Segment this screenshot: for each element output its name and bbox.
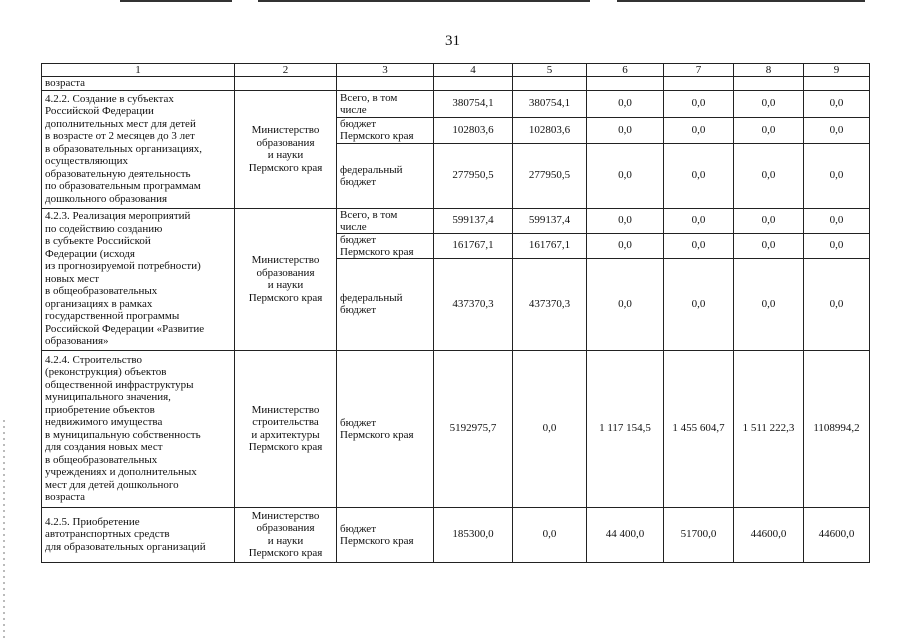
- cell-value: 0,0: [734, 90, 804, 117]
- cell-value: 437370,3: [434, 258, 513, 350]
- table-row: [42, 208, 870, 233]
- funding-source: Всего, в том числе: [337, 90, 434, 117]
- cell-value: 44600,0: [734, 507, 804, 562]
- col-header-5: 5: [513, 64, 587, 77]
- executor-4-2-5: Министерство образования и науки Пермского края: [235, 507, 337, 562]
- cell-value: 0,0: [804, 258, 870, 350]
- activity-name-4-2-4: 4.2.4. Строительство (реконструкция) объектов общественной инфраструктуры муниципального значения, приобретение объектов недвижимого имущества в муниципальную собственность для создания новых мест в общеобразовательных учреждениях и дополнительных мест для детей дошкольного возраста: [42, 350, 235, 507]
- cell-value: 0,0: [804, 233, 870, 258]
- funding-source: бюджет Пермского края: [337, 350, 434, 507]
- cell-value: 0,0: [664, 90, 734, 117]
- activity-name-4-2-3: 4.2.3. Реализация мероприятий по содействию созданию в субъекте Российской Федерации (исходя из прогнозируемой потребности) новых мест в общеобразовательных организациях в рамках государственной программы Российской Федерации «Развитие образования»: [42, 208, 235, 350]
- cell-value: 0,0: [587, 117, 664, 143]
- cell-value: 0,0: [587, 208, 664, 233]
- cell-value: 0,0: [804, 143, 870, 208]
- col-header-8: 8: [734, 64, 804, 77]
- table-row: [42, 350, 870, 507]
- program-table: [41, 63, 870, 563]
- col-header-6: 6: [587, 64, 664, 77]
- cell-value: 0,0: [734, 117, 804, 143]
- cell-value: 0,0: [664, 143, 734, 208]
- continuation-row: [42, 77, 870, 91]
- cell-value: 0,0: [664, 117, 734, 143]
- scan-margin-marks: [3, 420, 5, 640]
- header-row: [42, 64, 870, 77]
- executor-4-2-4: Министерство строительства и архитектуры Пермского края: [235, 350, 337, 507]
- cell-value: 102803,6: [513, 117, 587, 143]
- cell-value: 277950,5: [434, 143, 513, 208]
- cell-value: 0,0: [587, 233, 664, 258]
- cell-value: 0,0: [804, 208, 870, 233]
- cell-value: 0,0: [734, 143, 804, 208]
- cell-value: 0,0: [664, 233, 734, 258]
- cell-value: 0,0: [664, 208, 734, 233]
- cell-value: 0,0: [804, 90, 870, 117]
- activity-name-4-2-5: 4.2.5. Приобретение автотранспортных средств для образовательных организаций: [42, 507, 235, 562]
- cell-value: 0,0: [587, 143, 664, 208]
- cell-value: 0,0: [664, 258, 734, 350]
- cell-value: 0,0: [804, 117, 870, 143]
- cell-value: 380754,1: [434, 90, 513, 117]
- top-border-line-right: [617, 0, 865, 2]
- funding-source: федеральный бюджет: [337, 258, 434, 350]
- cell-value: 1108994,2: [804, 350, 870, 507]
- col-header-1: 1: [42, 64, 235, 77]
- cell-value: 161767,1: [513, 233, 587, 258]
- col-header-3: 3: [337, 64, 434, 77]
- cell-value: 185300,0: [434, 507, 513, 562]
- col-header-2: 2: [235, 64, 337, 77]
- cell-value: 0,0: [734, 258, 804, 350]
- cell-value: 1 455 604,7: [664, 350, 734, 507]
- cell-value: 0,0: [513, 507, 587, 562]
- cell-value: 161767,1: [434, 233, 513, 258]
- table-row: [42, 507, 870, 562]
- funding-source: бюджет Пермского края: [337, 233, 434, 258]
- cell-value: 1 511 222,3: [734, 350, 804, 507]
- cell-value: 380754,1: [513, 90, 587, 117]
- cell-value: 599137,4: [434, 208, 513, 233]
- table-row: [42, 90, 870, 117]
- cell-value: 277950,5: [513, 143, 587, 208]
- cell-value: 51700,0: [664, 507, 734, 562]
- cell-value: 599137,4: [513, 208, 587, 233]
- cell-value: 44600,0: [804, 507, 870, 562]
- funding-source: бюджет Пермского края: [337, 507, 434, 562]
- continuation-text: возраста: [42, 77, 235, 91]
- top-border-line-left: [120, 0, 232, 2]
- cell-value: 0,0: [587, 258, 664, 350]
- col-header-7: 7: [664, 64, 734, 77]
- funding-source: Всего, в том числе: [337, 208, 434, 233]
- col-header-9: 9: [804, 64, 870, 77]
- cell-value: 0,0: [587, 90, 664, 117]
- cell-value: 437370,3: [513, 258, 587, 350]
- funding-source: федеральный бюджет: [337, 143, 434, 208]
- cell-value: 1 117 154,5: [587, 350, 664, 507]
- executor-4-2-2: Министерство образования и науки Пермского края: [235, 90, 337, 208]
- cell-value: 44 400,0: [587, 507, 664, 562]
- cell-value: 102803,6: [434, 117, 513, 143]
- activity-name-4-2-2: 4.2.2. Создание в субъектах Российской Федерации дополнительных мест для детей в возрасте от 2 месяцев до 3 лет в образовательных организациях, осуществляющих образовательную деятельность по образовательным программам дошкольного образования: [42, 90, 235, 208]
- funding-source: бюджет Пермского края: [337, 117, 434, 143]
- executor-4-2-3: Министерство образования и науки Пермского края: [235, 208, 337, 350]
- cell-value: 5192975,7: [434, 350, 513, 507]
- page-number: 31: [445, 33, 460, 49]
- cell-value: 0,0: [734, 233, 804, 258]
- cell-value: 0,0: [513, 350, 587, 507]
- cell-value: 0,0: [734, 208, 804, 233]
- top-border-line-mid: [258, 0, 590, 2]
- col-header-4: 4: [434, 64, 513, 77]
